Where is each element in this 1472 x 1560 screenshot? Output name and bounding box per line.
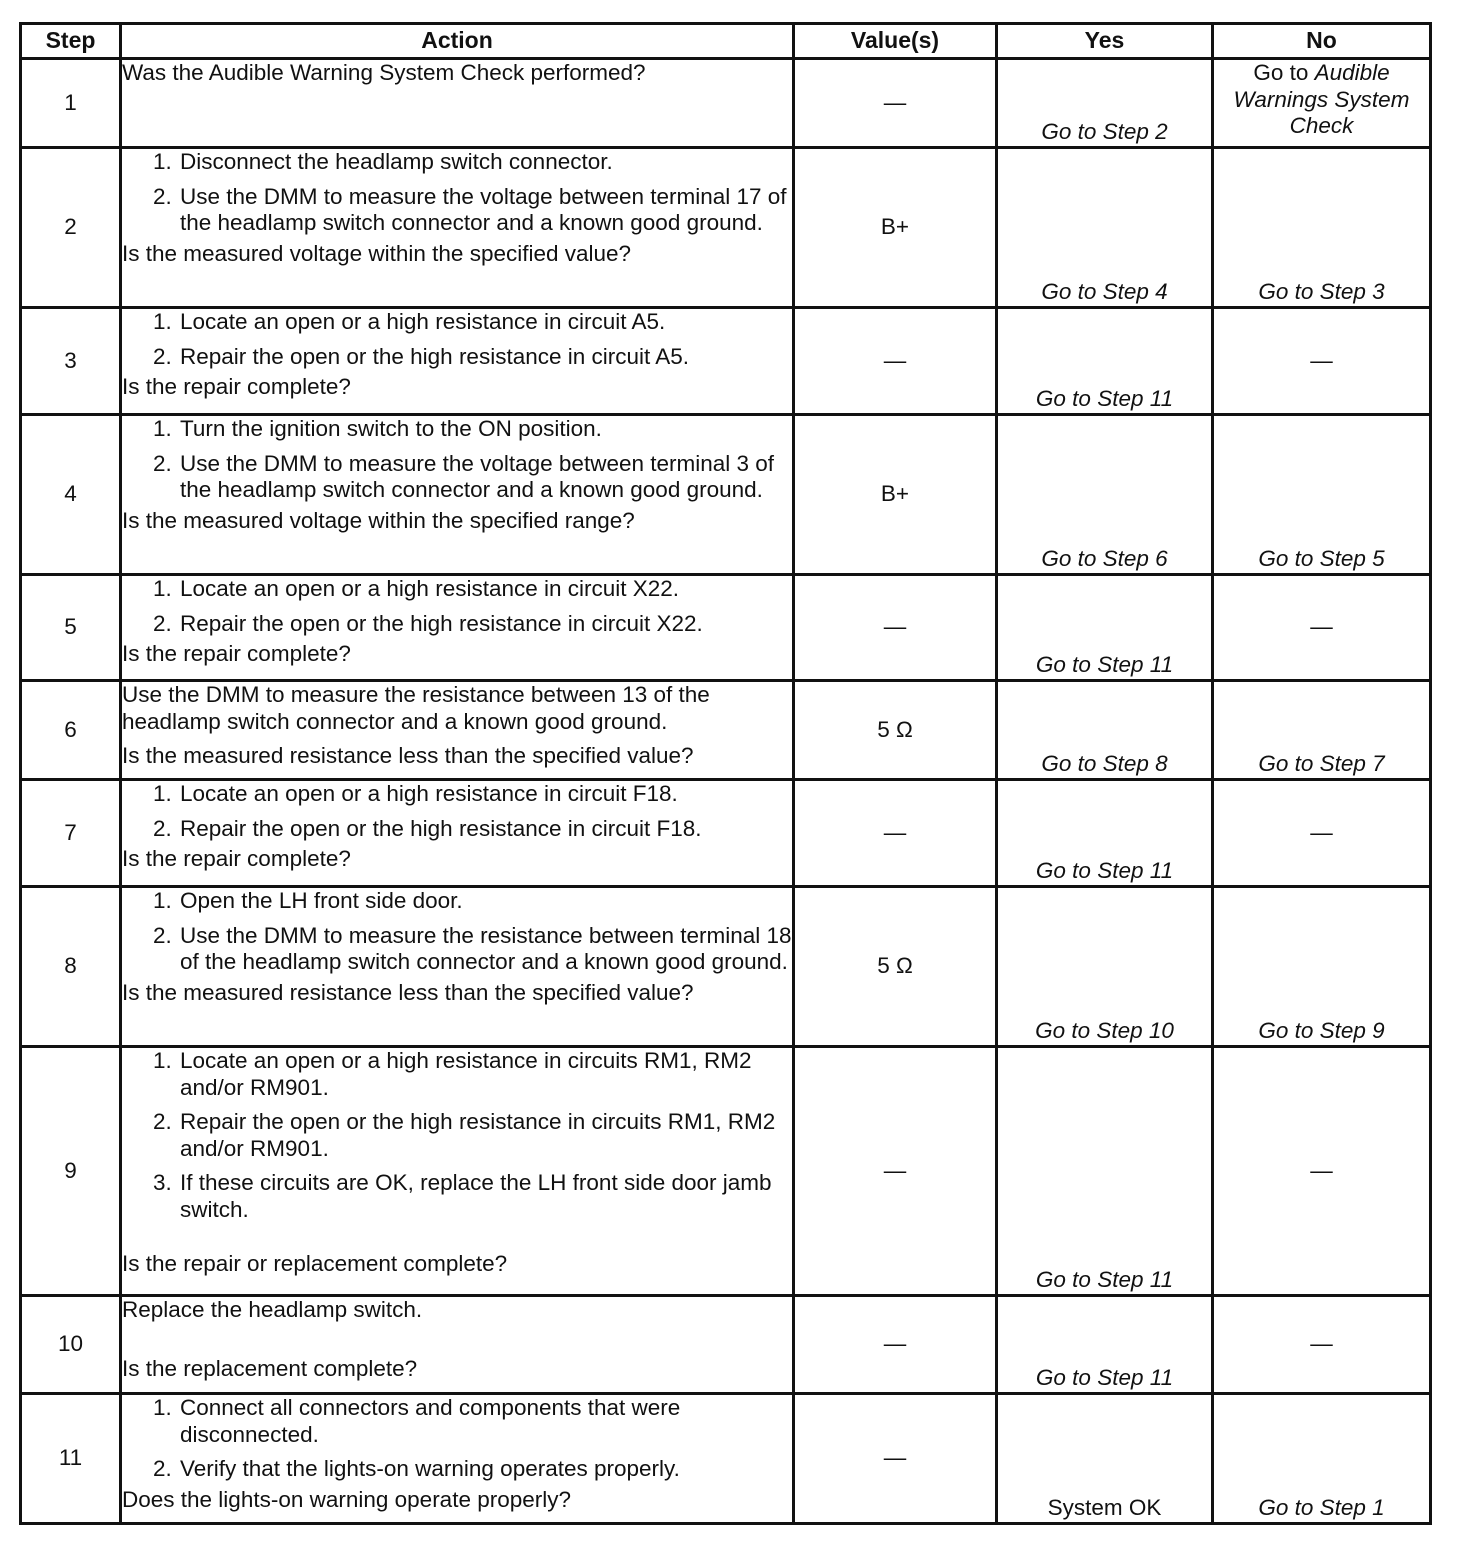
table-row: [21, 1047, 1431, 1296]
step-number: 9: [21, 1047, 121, 1296]
no-cell: Go to Step 7: [1213, 681, 1431, 780]
action-cell: [121, 308, 794, 415]
action-cell: [121, 887, 794, 1047]
action-list: [122, 149, 792, 237]
action-list: [122, 781, 792, 842]
no-cell: —: [1213, 1296, 1431, 1394]
action-list: [122, 416, 792, 504]
table-row: [21, 780, 1431, 887]
action-cell: [121, 780, 794, 887]
table-row: [21, 681, 1431, 780]
action-question: Is the repair complete?: [122, 846, 351, 872]
action-item: 1. Locate an open or a high resistance in circuit F18.: [178, 781, 792, 808]
yes-cell: Go to Step 11: [997, 1296, 1213, 1394]
no-link: Audible Warnings System Check: [1233, 60, 1410, 139]
no-cell: —: [1213, 780, 1431, 887]
header-no: No: [1213, 24, 1431, 59]
yes-cell: Go to Step 11: [997, 780, 1213, 887]
step-number: 7: [21, 780, 121, 887]
diagnostic-table: [19, 22, 1432, 1525]
table-row: [21, 575, 1431, 681]
value-cell: 5 Ω: [794, 887, 997, 1047]
value-cell: B+: [794, 415, 997, 575]
action-question: Does the lights-on warning operate properly?: [122, 1486, 572, 1512]
header-yes: Yes: [997, 24, 1213, 59]
action-question: Is the repair complete?: [122, 641, 351, 667]
step-number: 5: [21, 575, 121, 681]
action-question: Is the measured resistance less than the specified value?: [122, 743, 694, 769]
action-item: 1. Turn the ignition switch to the ON position.: [178, 416, 792, 443]
action-item: 2. Repair the open or the high resistance in circuit F18.: [178, 816, 792, 843]
action-question: Is the repair or replacement complete?: [122, 1251, 508, 1277]
action-item: 1. Connect all connectors and components that were disconnected.: [178, 1395, 792, 1448]
no-cell: [1213, 59, 1431, 148]
action-item: 2. Repair the open or the high resistance in circuit A5.: [178, 344, 792, 371]
step-number: 6: [21, 681, 121, 780]
no-cell: Go to Step 5: [1213, 415, 1431, 575]
no-cell: Go to Step 3: [1213, 148, 1431, 308]
value-cell: B+: [794, 148, 997, 308]
value-cell: —: [794, 308, 997, 415]
value-cell: —: [794, 59, 997, 148]
yes-cell: Go to Step 6: [997, 415, 1213, 575]
action-question: Is the repair complete?: [122, 374, 351, 400]
header-action: Action: [121, 24, 794, 59]
value-cell: —: [794, 780, 997, 887]
action-text: Replace the headlamp switch.: [122, 1297, 423, 1322]
action-item: 2. Use the DMM to measure the resistance between terminal 18 of the headlamp switch connector and a known good ground.: [178, 923, 792, 976]
action-question: Is the measured voltage within the specified range?: [122, 507, 635, 533]
step-number: 11: [21, 1394, 121, 1524]
yes-cell: Go to Step 2: [997, 59, 1213, 148]
header-values: Value(s): [794, 24, 997, 59]
action-question: Is the measured resistance less than the specified value?: [122, 979, 694, 1005]
action-item: 1. Locate an open or a high resistance in circuit X22.: [178, 576, 792, 603]
no-cell: Go to Step 1: [1213, 1394, 1431, 1524]
action-cell: [121, 415, 794, 575]
action-item: 2. Repair the open or the high resistance in circuit X22.: [178, 611, 792, 638]
yes-cell: Go to Step 10: [997, 887, 1213, 1047]
no-cell: Go to Step 9: [1213, 887, 1431, 1047]
action-item: 1. Open the LH front side door.: [178, 888, 792, 915]
no-cell: —: [1213, 575, 1431, 681]
action-question: Is the replacement complete?: [122, 1355, 418, 1381]
action-item: 1. Locate an open or a high resistance in circuit A5.: [178, 309, 792, 336]
header-row: [21, 24, 1431, 59]
yes-cell: Go to Step 11: [997, 1047, 1213, 1296]
action-question: Is the measured voltage within the specified value?: [122, 240, 632, 266]
value-cell: —: [794, 1047, 997, 1296]
value-cell: —: [794, 575, 997, 681]
action-cell: [121, 1047, 794, 1296]
yes-cell: System OK: [997, 1394, 1213, 1524]
step-number: 3: [21, 308, 121, 415]
table-row: [21, 1296, 1431, 1394]
value-cell: —: [794, 1296, 997, 1394]
step-number: 1: [21, 59, 121, 148]
no-cell: —: [1213, 1047, 1431, 1296]
yes-cell: Go to Step 4: [997, 148, 1213, 308]
table-row: [21, 887, 1431, 1047]
yes-cell: Go to Step 8: [997, 681, 1213, 780]
table-row: [21, 415, 1431, 575]
yes-cell: Go to Step 11: [997, 575, 1213, 681]
action-cell: [121, 1394, 794, 1524]
action-item: 2. Use the DMM to measure the voltage between terminal 3 of the headlamp switch connector and a known good ground.: [178, 451, 792, 504]
action-item: 3. If these circuits are OK, replace the LH front side door jamb switch.: [178, 1170, 792, 1223]
action-cell: [121, 148, 794, 308]
action-item: 2. Use the DMM to measure the voltage between terminal 17 of the headlamp switch connector and a known good ground.: [178, 184, 792, 237]
action-question: Was the Audible Warning System Check performed?: [122, 60, 646, 85]
action-list: [122, 1048, 792, 1223]
action-cell: [121, 575, 794, 681]
action-list: [122, 888, 792, 976]
no-cell: —: [1213, 308, 1431, 415]
header-step: Step: [21, 24, 121, 59]
action-text: Use the DMM to measure the resistance between 13 of the headlamp switch connector and a known good ground.: [122, 682, 710, 734]
action-list: [122, 309, 792, 370]
value-cell: —: [794, 1394, 997, 1524]
action-list: [122, 576, 792, 637]
table-row: [21, 148, 1431, 308]
table-row: [21, 308, 1431, 415]
table-row: [21, 59, 1431, 148]
action-item: 2. Repair the open or the high resistance in circuits RM1, RM2 and/or RM901.: [178, 1109, 792, 1162]
no-prefix: Go to: [1253, 60, 1315, 85]
action-list: [122, 1395, 792, 1483]
step-number: 4: [21, 415, 121, 575]
value-cell: 5 Ω: [794, 681, 997, 780]
action-item: 1. Locate an open or a high resistance in circuits RM1, RM2 and/or RM901.: [178, 1048, 792, 1101]
action-item: 1. Disconnect the headlamp switch connector.: [178, 149, 792, 176]
action-cell: [121, 59, 794, 148]
table-row: [21, 1394, 1431, 1524]
yes-cell: Go to Step 11: [997, 308, 1213, 415]
step-number: 10: [21, 1296, 121, 1394]
step-number: 2: [21, 148, 121, 308]
action-item: 2. Verify that the lights-on warning operates properly.: [178, 1456, 792, 1483]
action-cell: [121, 681, 794, 780]
step-number: 8: [21, 887, 121, 1047]
action-cell: [121, 1296, 794, 1394]
